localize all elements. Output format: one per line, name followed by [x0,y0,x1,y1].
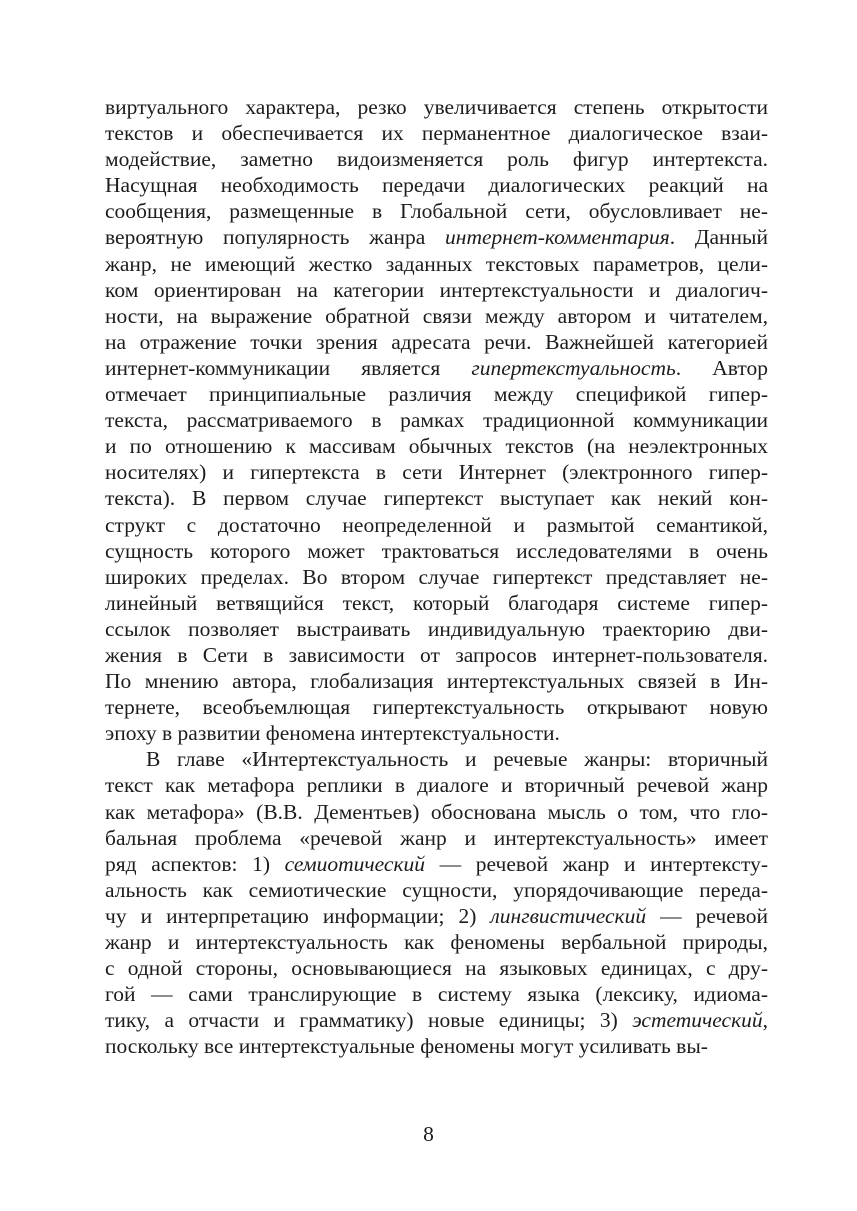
text-run: как метафора» (В.В. Дементьев) обоснована мысль о том, что гло- [105,799,768,824]
text-run: чу и интерпретацию информации; 2) [105,903,491,928]
text-run: — речевой жанр и интертексту- [425,851,768,876]
text-run: ности, на выражение обратной связи между автором и читателем, [105,303,768,328]
text-line [105,538,768,564]
text-run: ссылок позволяет выстраивать индивидуальную траекторию дви- [105,616,768,641]
text-run: По мнению автора, глобализация интертекстуальных связей в Ин- [105,669,768,694]
text-line [105,120,768,146]
text-line [105,642,768,668]
text-run: Насущная необходимость передачи диалогических реакций на [105,173,768,198]
text-line [105,329,768,355]
text-run: эпоху в развитии феномена интертекстуальности. [105,721,560,746]
text-run: интернет-коммуникации является [105,355,472,380]
paragraph-1 [105,94,768,746]
page-number: 8 [423,1122,434,1146]
text-line [105,955,768,981]
text-line [105,981,768,1007]
text-run: отмечает принципиальные различия между спецификой гипер- [105,382,768,407]
text-run: ком ориентирован на категории интертекстуальности и диалогич- [105,277,768,302]
text-line [105,485,768,511]
text-run: гой — сами транслирующие в систему языка (лексику, идиома- [105,982,768,1007]
text-line [105,929,768,955]
text-run: . Автор [675,355,768,380]
text-run: широких пределах. Во втором случае гипертекст представляет не- [105,564,768,589]
italic-term: лингвистический [490,903,647,928]
text-line [105,172,768,198]
text-line [105,94,768,120]
text-line [105,355,768,381]
text-run: сущность которого может трактоваться исследователями в очень [105,538,768,563]
text-run: поскольку все интертекстуальные феномены могут усиливать вы- [105,1034,708,1059]
text-line [105,251,768,277]
text-run: — речевой [646,903,768,928]
text-line [105,459,768,485]
text-line [105,668,768,694]
text-run: текста). В первом случае гипертекст выступает как некий кон- [105,486,768,511]
text-line [105,407,768,433]
text-run: В главе «Интертекстуальность и речевые жанры: вторичный [146,747,768,772]
text-line [105,825,768,851]
italic-term: интернет-комментария [445,225,670,250]
paragraph-2 [105,746,768,1059]
text-run: тику, а отчасти и грамматику) новые единицы; 3) [105,1008,633,1033]
body-text [105,94,768,1059]
text-line [105,877,768,903]
italic-term: гипертекстуальность [471,355,676,380]
text-line [105,381,768,407]
text-run: модействие, заметно видоизменяется роль фигур интертекста. [105,147,768,172]
text-line [105,277,768,303]
text-run: жанр и интертекстуальность как феномены вербальной природы, [105,930,768,954]
text-run: линейный ветвящийся текст, который благодаря системе гипер- [105,590,768,615]
text-line [105,772,768,798]
text-run: текст как метафора реплики в диалоге и вторичный речевой жанр [105,773,768,798]
text-run: жанр, не имеющий жестко заданных текстовых параметров, цели- [105,251,768,276]
italic-term: эстетический [632,1008,763,1033]
text-run: виртуального характера, резко увеличивается степень открытости [105,95,768,119]
italic-term: семиотический [284,851,426,876]
text-run: . Данный [669,225,768,250]
text-line [105,303,768,329]
text-line [105,903,768,929]
text-line [105,590,768,616]
text-run: ряд аспектов: 1) [105,851,285,876]
text-line [105,799,768,825]
text-line [105,564,768,590]
text-line [105,146,768,172]
text-run: на отражение точки зрения адресата речи. Важнейшей категорией [105,329,768,354]
text-line [105,433,768,459]
text-line [105,1033,768,1059]
text-line [105,224,768,250]
text-line [105,512,768,538]
text-run: текстов и обеспечивается их перманентное диалогическое взаи- [105,121,768,146]
text-run: текста, рассматриваемого в рамках традиционной коммуникации [105,408,768,433]
text-run: и по отношению к массивам обычных текстов (на неэлектронных [105,434,768,459]
text-run: структ с достаточно неопределенной и размытой семантикой, [105,512,768,537]
text-run: бальная проблема «речевой жанр и интертекстуальность» имеет [105,825,768,850]
text-run: , [762,1008,768,1033]
text-run: вероятную популярность жанра [105,225,446,250]
text-line [105,746,768,772]
text-line [105,198,768,224]
text-line [105,694,768,720]
text-run: альность как семиотические сущности, упорядочивающие переда- [105,877,768,902]
text-run: с одной стороны, основывающиеся на языковых единицах, с дру- [105,956,768,981]
text-line [105,616,768,642]
text-line [105,720,768,746]
text-run: сообщения, размещенные в Глобальной сети, обусловливает не- [105,199,768,224]
text-line [105,1007,768,1033]
text-run: тернете, всеобъемлющая гипертекстуальность открывают новую [105,695,768,720]
text-run: носителях) и гипертекста в сети Интернет (электронного гипер- [105,460,768,485]
text-line [105,851,768,877]
text-run: жения в Сети в зависимости от запросов интернет-пользователя. [105,642,768,667]
